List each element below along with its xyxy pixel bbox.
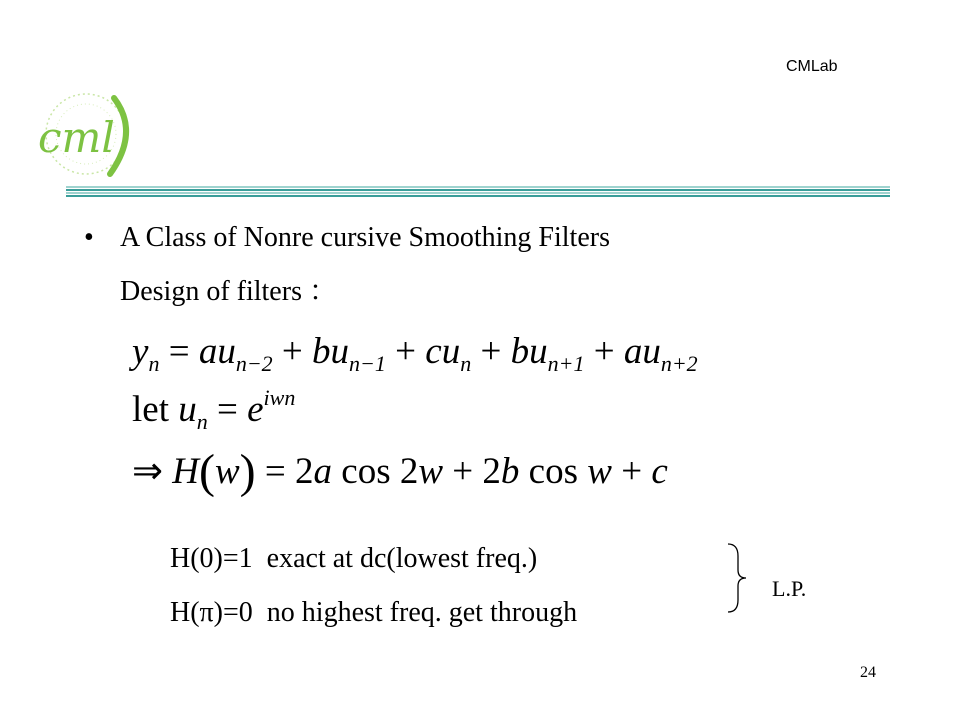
condition-dc [170, 542, 537, 576]
bullet-marker: • [84, 222, 94, 253]
slide-title: A Class of Nonre cursive Smoothing Filters [120, 222, 610, 253]
filter-equation: $y_n = au_{n-2} + bu_{n-1} + cu_n + bu_{n+1} + au_{n+2}$ [132, 331, 698, 376]
frequency-response-equation: ⇒ H(w) = 2a cos 2w + 2b cos w + c [132, 445, 668, 498]
cml-logo [28, 88, 140, 184]
condition-dc-text: exact at dc(lowest freq.) [266, 543, 538, 574]
lab-name: CMLab [786, 58, 838, 75]
condition-pi-lhs: H(π)=0 [170, 597, 253, 628]
slide-subtitle: Design of filters ： [120, 276, 337, 307]
condition-dc-lhs: H(0)=1 [170, 543, 253, 574]
right-brace-icon [724, 542, 752, 614]
page-number: 24 [860, 664, 876, 681]
lowpass-label: L.P. [772, 576, 807, 601]
header-divider [66, 186, 890, 198]
input-definition-equation: let $u_n = e^{iwn}$ [132, 385, 296, 434]
svg-text:cml: cml [38, 113, 115, 162]
condition-pi-text: no highest freq. get through [266, 597, 578, 628]
condition-pi [170, 596, 577, 630]
